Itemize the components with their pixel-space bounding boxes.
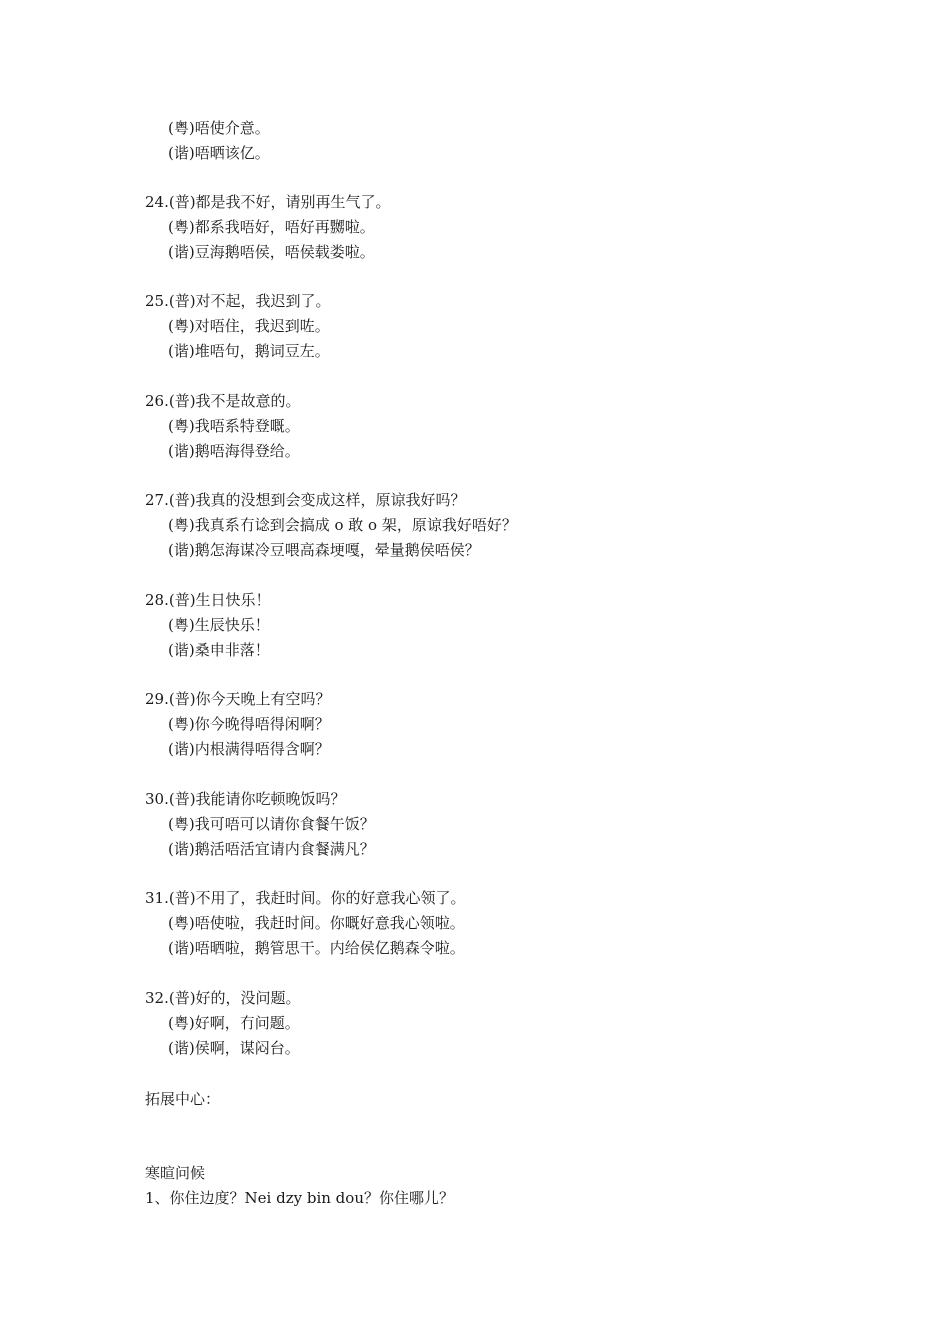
intro-xie-line: (谐)唔晒该亿。: [168, 144, 270, 162]
entry-32-putonghua: 32.(普)好的，没问题。: [145, 989, 301, 1007]
entry-30-cantonese: (粤)我可唔可以请你食餐午饭？: [168, 815, 375, 833]
extension-heading: 拓展中心：: [145, 1090, 221, 1108]
entry-25-homophone: (谐)堆唔句，鹅词豆左。: [168, 342, 330, 360]
entry-32-cantonese: (粤)好啊，冇问题。: [168, 1014, 300, 1032]
entry-24-putonghua: 24.(普)都是我不好，请别再生气了。: [145, 193, 391, 211]
entry-25-cantonese: (粤)对唔住，我迟到咗。: [168, 317, 330, 335]
entry-30-homophone: (谐)鹅活唔活宜请内食餐满凡？: [168, 840, 375, 858]
entry-30-putonghua: 30.(普)我能请你吃顿晚饭吗？: [145, 790, 346, 808]
entry-28-cantonese: (粤)生辰快乐！: [168, 616, 270, 634]
entry-25-putonghua: 25.(普)对不起，我迟到了。: [145, 292, 331, 310]
entry-26-putonghua: 26.(普)我不是故意的。: [145, 392, 301, 410]
entry-27-putonghua: 27.(普)我真的没想到会变成这样，原谅我好吗？: [145, 491, 466, 509]
entry-32-homophone: (谐)侯啊，谋闷台。: [168, 1039, 300, 1057]
entry-27-homophone: (谐)鹅怎海谋冷豆喂高森埂嘎，晕量鹅侯唔侯？: [168, 541, 480, 559]
entry-31-homophone: (谐)唔晒啦，鹅管思干。内给侯亿鹅森令啦。: [168, 939, 465, 957]
entry-29-cantonese: (粤)你今晚得唔得闲啊？: [168, 715, 330, 733]
entry-31-cantonese: (粤)唔使啦，我赶时间。你嘅好意我心领啦。: [168, 914, 465, 932]
entry-31-putonghua: 31.(普)不用了，我赶时间。你的好意我心领了。: [145, 889, 466, 907]
entry-26-homophone: (谐)鹅唔海得登给。: [168, 442, 300, 460]
entry-24-homophone: (谐)豆海鹅唔侯，唔侯载娄啦。: [168, 243, 375, 261]
entry-29-homophone: (谐)内根满得唔得含啊？: [168, 740, 330, 758]
intro-yue-line: (粤)唔使介意。: [168, 119, 270, 137]
entry-26-cantonese: (粤)我唔系特登嘅。: [168, 417, 300, 435]
entry-24-cantonese: (粤)都系我唔好，唔好再嬲啦。: [168, 218, 375, 236]
greetings-heading: 寒暄问候: [145, 1164, 206, 1182]
entry-27-cantonese: (粤)我真系冇谂到会搞成 o 敢 o 架，原谅我好唔好？: [168, 516, 517, 534]
entry-29-putonghua: 29.(普)你今天晚上有空吗？: [145, 690, 331, 708]
greeting-item-1: 1、你住边度？Nei dzy bin dou？你住哪儿？: [145, 1189, 454, 1207]
entry-28-putonghua: 28.(普)生日快乐！: [145, 591, 271, 609]
entry-28-homophone: (谐)桑申非落！: [168, 641, 270, 659]
